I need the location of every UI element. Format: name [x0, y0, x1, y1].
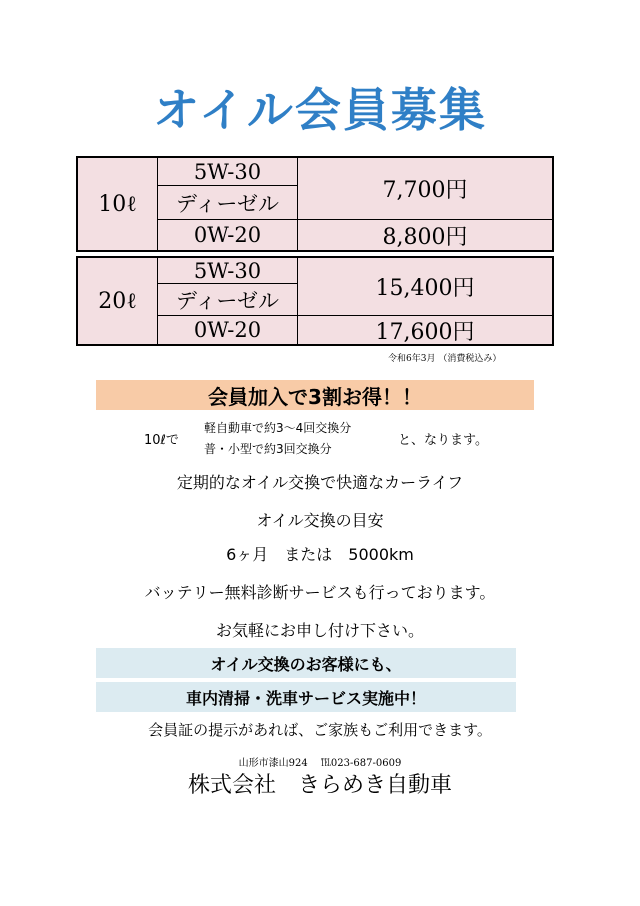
- carlife-text: 定期的なオイル交換で快適なカーライフ: [176, 473, 464, 492]
- price-main: 15,400円: [298, 258, 552, 316]
- price-main: 7,700円: [298, 158, 552, 220]
- company-name: 株式会社 きらめき自動車: [187, 773, 452, 798]
- invite-text: お気軽にお申し付け下さい。: [215, 621, 424, 640]
- page-title: オイル会員募集: [153, 83, 487, 137]
- volume-label: 10ℓ: [78, 158, 158, 250]
- exchange-details: [204, 418, 351, 460]
- address: 山形市漆山924 ℡023-687-0609: [238, 758, 402, 769]
- grade-0w20: 0W-20: [158, 220, 298, 250]
- light-car-text: 軽自動車で約3～4回交換分: [204, 421, 352, 435]
- grade-5w30: 5W-30: [158, 158, 298, 186]
- grade-5w30: 5W-30: [158, 258, 298, 284]
- tax-note: 令和6年3月 （消費税込み）: [388, 354, 502, 364]
- guide-value: 6ヶ月 または 5000km: [226, 545, 414, 564]
- small-car-text: 普・小型で約3回交換分: [204, 442, 332, 456]
- price-0w20: 17,600円: [375, 319, 475, 345]
- price-0w20: 8,800円: [382, 224, 468, 250]
- volume-label: 20ℓ: [78, 258, 158, 344]
- service-banner-1: オイル交換のお客様にも、: [96, 648, 516, 678]
- price-table-20l: [76, 256, 554, 346]
- price-table-10l: [76, 156, 554, 252]
- grade-0w20: 0W-20: [158, 316, 298, 344]
- battery-text: バッテリー無料診断サービスも行っております。: [144, 583, 496, 602]
- exchange-prefix: 10ℓで: [144, 433, 179, 448]
- guide-title: オイル交換の目安: [256, 511, 384, 530]
- grade-diesel: ディーゼル: [158, 186, 298, 220]
- member-discount-banner: 会員加入で3割お得！！: [96, 380, 534, 410]
- grade-diesel: ディーゼル: [158, 284, 298, 316]
- exchange-suffix: と、なります。: [398, 433, 488, 448]
- service-banner-2: 車内清掃・洗車サービス実施中！: [96, 682, 516, 712]
- exchange-info: [0, 418, 640, 460]
- family-text: 会員証の提示があれば、ご家族もご利用できます。: [148, 721, 492, 739]
